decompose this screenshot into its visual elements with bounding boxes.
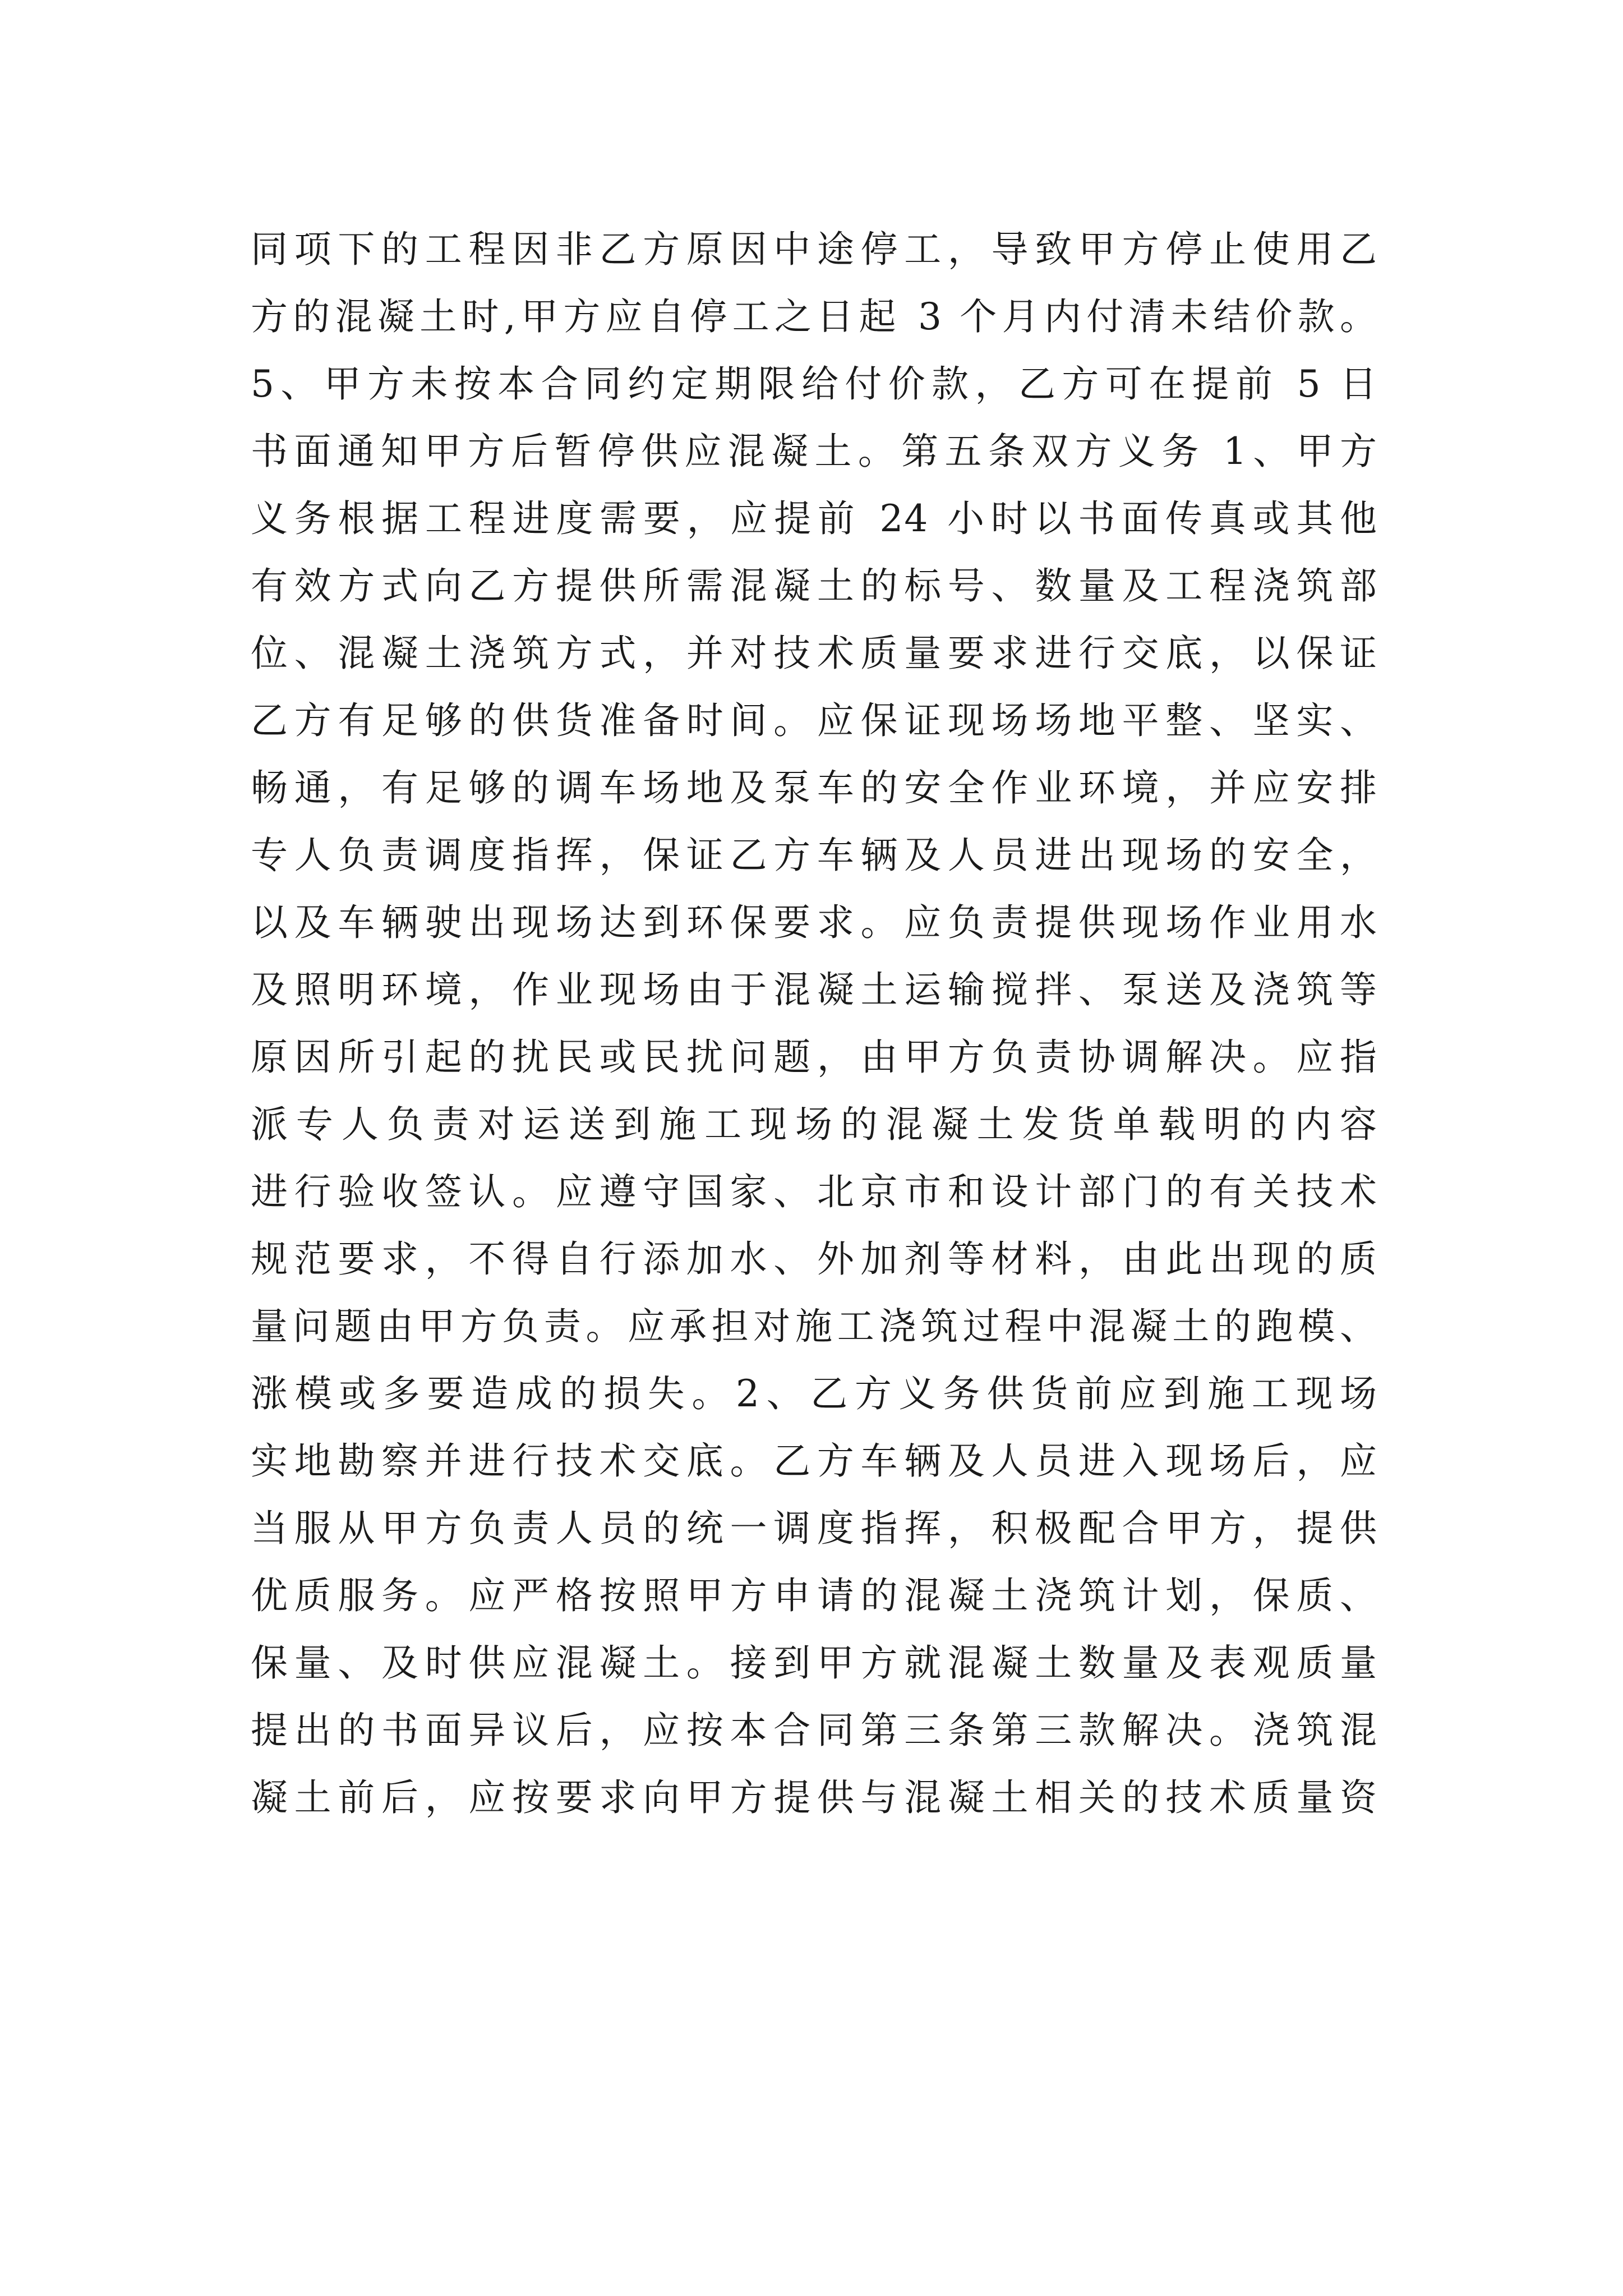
text-line: 提出的书面异议后，应按本合同第三条第三款解决。浇筑混 bbox=[251, 1709, 1378, 1752]
text-line: 5、甲方未按本合同约定期限给付价款，乙方可在提前 5 日 bbox=[251, 362, 1378, 406]
text-line: 同项下的工程因非乙方原因中途停工，导致甲方停止使用乙 bbox=[251, 228, 1378, 271]
text-line: 及照明环境，作业现场由于混凝土运输搅拌、泵送及浇筑等 bbox=[251, 968, 1378, 1011]
contract-body-text bbox=[251, 216, 1378, 1832]
text-line: 凝土前后，应按要求向甲方提供与混凝土相关的技术质量资 bbox=[251, 1776, 1378, 1819]
text-line: 量问题由甲方负责。应承担对施工浇筑过程中混凝土的跑模、 bbox=[251, 1305, 1378, 1348]
text-line: 进行验收签认。应遵守国家、北京市和设计部门的有关技术 bbox=[251, 1170, 1378, 1213]
text-line: 乙方有足够的供货准备时间。应保证现场场地平整、坚实、 bbox=[251, 699, 1378, 742]
text-line: 优质服务。应严格按照甲方申请的混凝土浇筑计划，保质、 bbox=[251, 1574, 1378, 1617]
text-line: 位、混凝土浇筑方式，并对技术质量要求进行交底，以保证 bbox=[251, 632, 1378, 675]
text-line: 畅通，有足够的调车场地及泵车的安全作业环境，并应安排 bbox=[251, 766, 1378, 809]
text-line: 方的混凝土时,甲方应自停工之日起 3 个月内付清未结价款。 bbox=[251, 295, 1378, 338]
text-line: 实地勘察并进行技术交底。乙方车辆及人员进入现场后，应 bbox=[251, 1439, 1378, 1483]
text-line: 有效方式向乙方提供所需混凝土的标号、数量及工程浇筑部 bbox=[251, 564, 1378, 608]
text-line: 当服从甲方负责人员的统一调度指挥，积极配合甲方，提供 bbox=[251, 1507, 1378, 1550]
text-line: 保量、及时供应混凝土。接到甲方就混凝土数量及表观质量 bbox=[251, 1641, 1378, 1685]
text-line: 涨模或多要造成的损失。2、乙方义务供货前应到施工现场 bbox=[251, 1372, 1378, 1415]
text-line: 书面通知甲方后暂停供应混凝土。第五条双方义务 1、甲方 bbox=[251, 430, 1378, 473]
text-line: 规范要求，不得自行添加水、外加剂等材料，由此出现的质 bbox=[251, 1237, 1378, 1281]
text-line: 义务根据工程进度需要，应提前 24 小时以书面传真或其他 bbox=[251, 497, 1378, 540]
text-line: 以及车辆驶出现场达到环保要求。应负责提供现场作业用水 bbox=[251, 901, 1378, 944]
text-line: 专人负责调度指挥，保证乙方车辆及人员进出现场的安全， bbox=[251, 834, 1378, 877]
text-line: 原因所引起的扰民或民扰问题，由甲方负责协调解决。应指 bbox=[251, 1036, 1378, 1079]
text-line: 派专人负责对运送到施工现场的混凝土发货单载明的内容 bbox=[251, 1103, 1378, 1146]
